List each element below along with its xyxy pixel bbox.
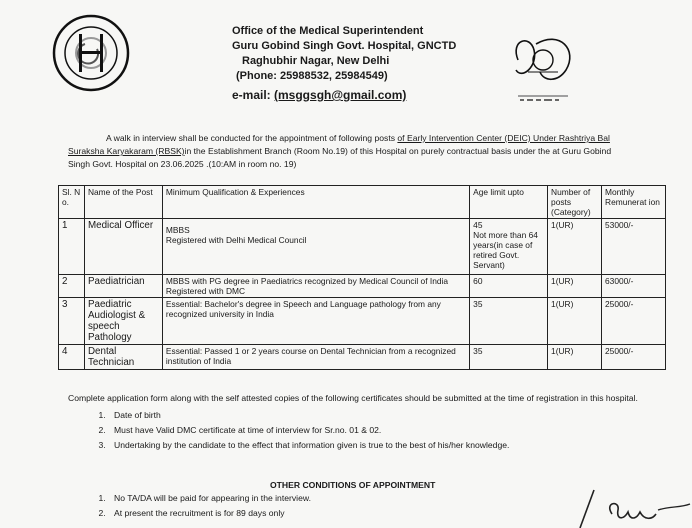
hospital-logo bbox=[52, 14, 130, 92]
certificates-list bbox=[68, 409, 638, 452]
cell-pay: 25000/- bbox=[602, 345, 666, 370]
cell-sl: 3 bbox=[59, 298, 85, 345]
header-age: Age limit upto bbox=[470, 186, 548, 219]
letterhead bbox=[232, 24, 457, 103]
certificates-section bbox=[68, 392, 638, 454]
cell-sl: 1 bbox=[59, 219, 85, 275]
intro-details: in the Establishment Branch (Room No.19) of this Hospital on purely contractual basis under the at Guru Gobind Singh Govt. Hospital on 23.06.2025 .(10:AM in room no. 19) bbox=[68, 146, 612, 169]
email-label: e-mail: bbox=[232, 88, 275, 102]
conditions-title: OTHER CONDITIONS OF APPOINTMENT bbox=[270, 480, 436, 490]
conditions-list bbox=[68, 492, 628, 520]
header-sl: Sl. N o. bbox=[59, 186, 85, 219]
cell-post: Paediatric Audiologist & speech Pathology bbox=[84, 298, 162, 345]
hospital-name: Guru Gobind Singh Govt. Hospital, GNCTD bbox=[232, 40, 457, 52]
cell-pay: 63000/- bbox=[602, 275, 666, 298]
table-row bbox=[59, 219, 666, 275]
list-item: 3. Undertaking by the candidate to the effect that information given is true to the best of his/her knowledge. bbox=[108, 439, 638, 452]
cell-age: 35 bbox=[470, 298, 548, 345]
certificates-text: Complete application form along with the self attested copies of the following certificates should be submitted at the time of registration in this hospital. bbox=[68, 393, 638, 403]
phone-numbers: (Phone: 25988532, 25984549) bbox=[236, 70, 388, 82]
table-row bbox=[59, 345, 666, 370]
intro-text: A walk in interview shall be conducted for the appointment of following posts bbox=[106, 133, 398, 143]
table-row bbox=[59, 275, 666, 298]
signature bbox=[574, 480, 692, 528]
cell-age: 35 bbox=[470, 345, 548, 370]
email-line bbox=[232, 88, 452, 103]
cell-pay: 53000/- bbox=[602, 219, 666, 275]
cell-age: 45 Not more than 64 years(in case of retired Govt. Servant) bbox=[470, 219, 548, 275]
office-title: Office of the Medical Superintendent bbox=[232, 25, 424, 37]
emblem-logo bbox=[500, 30, 586, 112]
hospital-address: Raghubhir Nagar, New Delhi bbox=[242, 55, 390, 67]
cell-pay: 25000/- bbox=[602, 298, 666, 345]
conditions-section bbox=[68, 492, 628, 522]
posts-table bbox=[58, 185, 666, 370]
header-pay: Monthly Remunerat ion bbox=[602, 186, 666, 219]
intro-paragraph bbox=[68, 132, 633, 171]
table-header-row bbox=[59, 186, 666, 219]
cell-posts: 1(UR) bbox=[548, 219, 602, 275]
cell-posts: 1(UR) bbox=[548, 345, 602, 370]
list-item: 1. No TA/DA will be paid for appearing in the interview. bbox=[108, 492, 628, 505]
cell-age: 60 bbox=[470, 275, 548, 298]
header-posts: Number of posts (Category) bbox=[548, 186, 602, 219]
cell-post: Dental Technician bbox=[84, 345, 162, 370]
cell-qual: Essential: Bachelor's degree in Speech and Language pathology from any recognized university in India bbox=[162, 298, 469, 345]
cell-sl: 2 bbox=[59, 275, 85, 298]
table-row bbox=[59, 298, 666, 345]
cell-qual: MBBS Registered with Delhi Medical Council bbox=[162, 219, 469, 275]
cell-qual: Essential: Passed 1 or 2 years course on Dental Technician from a recognized institution of India bbox=[162, 345, 469, 370]
intro-program-name: of Early Intervention Center (DEIC) Under Rashtriya Bal Suraksha Karyakaram (RBSK) bbox=[68, 133, 610, 156]
email-link[interactable]: (msggsgh@gmail.com) bbox=[274, 88, 407, 102]
cell-sl: 4 bbox=[59, 345, 85, 370]
cell-posts: 1(UR) bbox=[548, 275, 602, 298]
cell-post: Medical Officer bbox=[84, 219, 162, 275]
cell-post: Paediatrician bbox=[84, 275, 162, 298]
list-item: 2. At present the recruitment is for 89 days only bbox=[108, 507, 628, 520]
header-post: Name of the Post bbox=[84, 186, 162, 219]
cell-posts: 1(UR) bbox=[548, 298, 602, 345]
cell-qual: MBBS with PG degree in Paediatrics recognized by Medical Council of India Registered with DMC bbox=[162, 275, 469, 298]
header-qualification: Minimum Qualification & Experiences bbox=[162, 186, 469, 219]
list-item: 2. Must have Valid DMC certificate at time of interview for Sr.no. 01 & 02. bbox=[108, 424, 638, 437]
list-item: 1. Date of birth bbox=[108, 409, 638, 422]
